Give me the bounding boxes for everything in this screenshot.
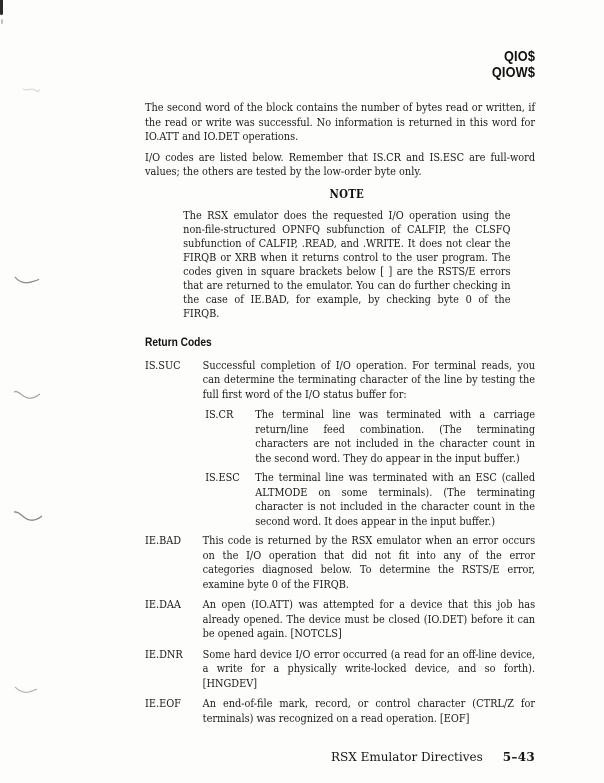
- return-code-entry: [145, 358, 535, 402]
- return-code-entry: [145, 696, 535, 725]
- note-title: NOTE: [329, 186, 365, 201]
- scan-swoosh-mark: [14, 684, 38, 695]
- return-code-entry: [145, 647, 535, 691]
- page-content: [145, 0, 535, 731]
- scan-swoosh-mark: [13, 389, 41, 401]
- return-code-description: An open (IO.ATT) was attempted for a device that this job has already opened. The device must be closed (IO.DET) before it can be opened again. [NOTCLS]: [202, 597, 536, 640]
- body-paragraph: The second word of the block contains the number of bytes read or written, if the read or write was successful. No information is returned in this word for IO.ATT and IO.DET operations.: [145, 100, 536, 143]
- return-code-description: The terminal line was terminated with an ESC (called ALTMODE on some terminals). (The terminating character is not included in the character count in the second word. It does appear in the input buffer.): [255, 470, 536, 528]
- return-code-description: An end-of-file mark, record, or control character (CTRL/Z for terminals) was recognized on a read operation. [EOF]: [202, 696, 536, 725]
- return-code-description: The terminal line was terminated with a carriage return/line feed combination. (The terminating characters are not included in the character count in the second word. They do appear in the input buffer.): [255, 407, 536, 465]
- return-code-entry: [145, 597, 535, 641]
- body-paragraph: I/O codes are listed below. Remember that IS.CR and IS.ESC are full-word values; the others are tested by the low-order byte only.: [145, 149, 536, 178]
- scan-swoosh-mark: [14, 275, 40, 285]
- return-codes-list: [145, 358, 535, 726]
- return-code: IS.ESC: [205, 470, 240, 484]
- footer-page-number: 5–43: [502, 750, 535, 764]
- return-code-description: This code is returned by the RSX emulator when an error occurs on the I/O operation that did not fit into any of the error categories diagnosed below. To determine the RSTS/E error, examine byte 0 of the FIRQB.: [202, 533, 536, 591]
- return-code-subentry: [145, 407, 535, 465]
- return-code-description: Successful completion of I/O operation. For terminal reads, you can determine the terminating character of the line by testing the full first word of the I/O status buffer for:: [202, 357, 536, 401]
- footer-section-title: RSX Emulator Directives: [330, 750, 483, 764]
- scan-swoosh-mark: [13, 509, 43, 523]
- return-code-description: Some hard device I/O error occurred (a read for an off-line device, a write for a physically write-locked device, and so forth). [HNGDEV]: [202, 646, 536, 690]
- return-code: IE.DAA: [145, 597, 181, 611]
- return-code: IE.BAD: [145, 533, 182, 547]
- directive-name-qios: QIO$: [503, 48, 536, 65]
- running-head: [145, 49, 535, 81]
- return-code: IS.CR: [205, 407, 234, 421]
- return-code-subentry: [145, 470, 535, 528]
- return-code: IE.DNR: [145, 646, 183, 661]
- return-code: IS.SUC: [145, 357, 181, 372]
- note-block: [183, 187, 510, 320]
- scan-swoosh-mark: [22, 86, 40, 94]
- scan-corner-mark: [0, 0, 3, 15]
- page-footer: [331, 750, 535, 764]
- return-code-entry: [145, 533, 535, 591]
- directive-name-qiows: QIOW$: [491, 64, 536, 81]
- scan-corner-speck: [1, 19, 3, 24]
- return-code: IE.EOF: [145, 696, 181, 710]
- return-codes-heading: Return Codes: [145, 334, 212, 349]
- note-text: The RSX emulator does the requested I/O operation using the non-file-structured OPNFQ subfunction of CALFIP, the CLSFQ subfunction of CALFIP, .READ, and .WRITE. It does not clear the FIRQB or XRB when it returns control to the user program. The codes given in square brackets below [ ] are the RSTS/E errors that are returned to the emulator. You can do further checking in the case of IE.BAD, for example, by checking byte 0 of the FIRQB.: [183, 207, 511, 320]
